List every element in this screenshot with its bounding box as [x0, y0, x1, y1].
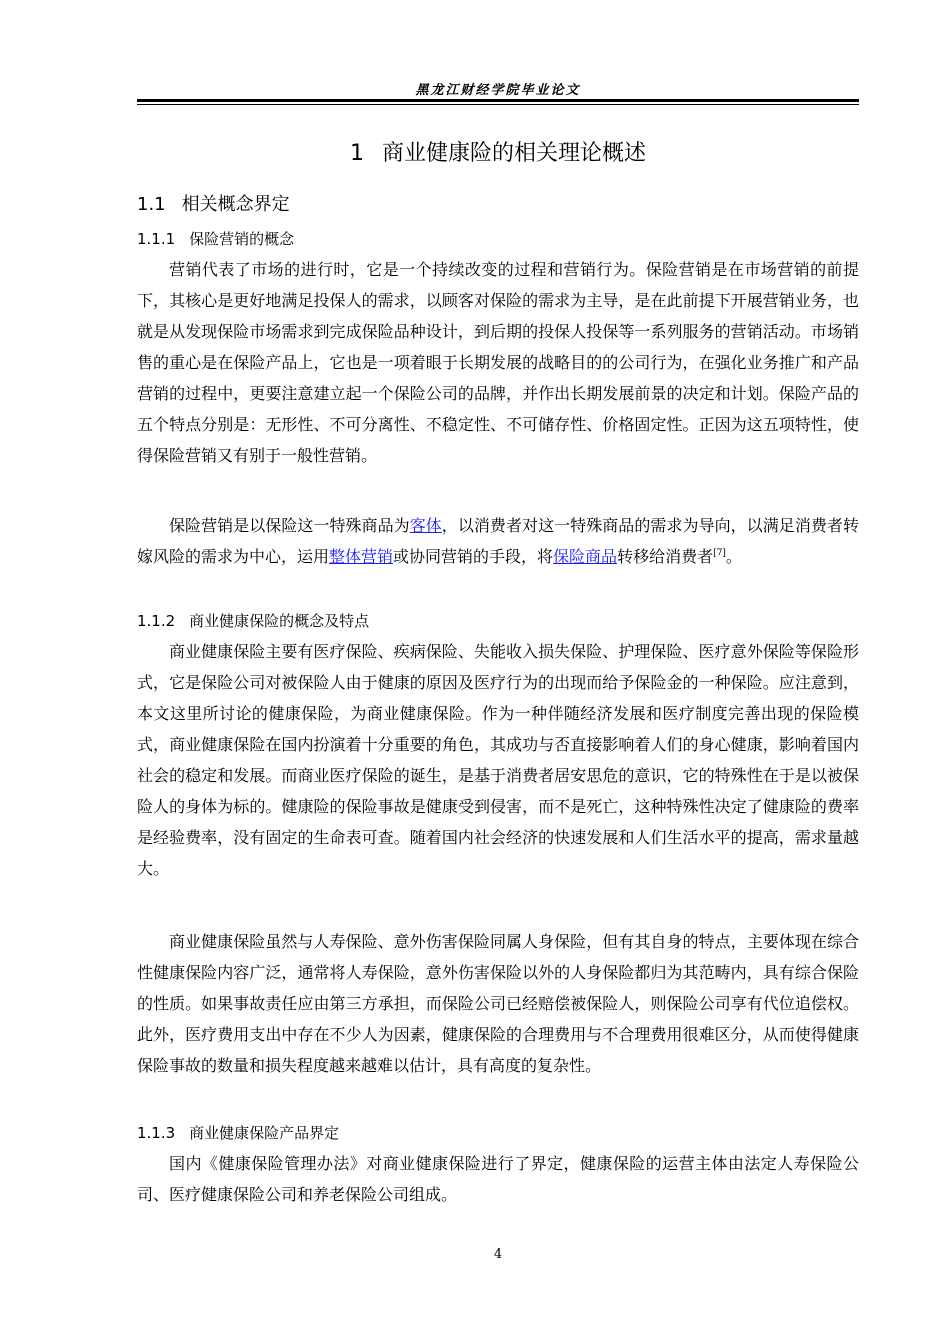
citation-marker: [7] [713, 548, 726, 559]
paragraph-insurance-marketing-definition [137, 510, 859, 572]
p2-text-1: 保险营销是以保险这一特殊商品为 [169, 516, 410, 535]
subsection-number: 1.1.3 [137, 1124, 176, 1142]
subsection-title: 商业健康保险的概念及特点 [189, 612, 370, 630]
paragraph-health-insurance-product-definition: 国内《健康保险管理办法》对商业健康保险进行了界定，健康保险的运营主体由法定人寿保险公司、医疗健康保险公司和养老保险公司组成。 [137, 1154, 859, 1204]
paragraph-health-insurance-features: 商业健康保险虽然与人寿保险、意外伤害保险同属人身保险，但有其自身的特点，主要体现在综合性健康保险内容广泛，通常将人寿保险，意外伤害保险以外的人身保险都归为其范畴内，具有综合保险的性质。如果事故责任应由第三方承担，而保险公司已经赔偿被保险人，则保险公司享有代位追偿权。此外，医疗费用支出中存在不少人为因素，健康保险的合理费用与不合理费用很难区分，从而使得健康保险事故的数量和损失程度越来越难以估计，具有高度的复杂性。 [137, 932, 859, 1075]
running-header: 黑龙江财经学院毕业论文 [415, 83, 581, 98]
subsection-heading-1-1-3 [137, 1122, 339, 1143]
p2-text-5: 。 [725, 547, 742, 566]
p2-text-4: 转移给消费者 [617, 547, 714, 566]
paragraph-health-insurance-concept: 商业健康保险主要有医疗保险、疾病保险、失能收入损失保险、护理保险、医疗意外保险等保险形式，它是保险公司对被保险人由于健康的原因及医疗行为的出现而给予保险金的一种保险。应注意到，本文这里所讨论的健康保险，为商业健康保险。作为一种伴随经济发展和医疗制度完善出现的保险模式，商业健康保险在国内扮演着十分重要的角色，其成功与否直接影响着人们的身心健康，影响着国内社会的稳定和发展。而商业医疗保险的诞生，是基于消费者居安思危的意识，它的特殊性在于是以被保险人的身体为标的。健康险的保险事故是健康受到侵害，而不是死亡，这种特殊性决定了健康险的费率是经验费率，没有固定的生命表可查。随着国内社会经济的快速发展和人们生活水平的提高，需求量越大。 [137, 642, 859, 878]
section-title: 相关概念界定 [181, 194, 290, 215]
subsection-number: 1.1.2 [137, 612, 176, 630]
header-rule-thin [137, 104, 859, 105]
subsection-number: 1.1.1 [137, 230, 176, 248]
section-heading-1-1 [137, 190, 290, 216]
section-number: 1.1 [137, 194, 166, 215]
subsection-title: 保险营销的概念 [189, 230, 295, 248]
link-insurance-goods[interactable]: 保险商品 [553, 547, 618, 566]
p2-text-2: ，以消费者对这一特殊商品的需求为导向，以满足消费者转嫁风险的需求为中心，运用 [137, 516, 859, 566]
subsection-heading-1-1-2 [137, 610, 369, 631]
subsection-heading-1-1-1 [137, 228, 294, 249]
header-rule-thick [137, 99, 859, 102]
p2-text-3: 或协同营销的手段，将 [393, 547, 554, 566]
chapter-number: 1 [349, 141, 364, 166]
chapter-heading [137, 136, 859, 167]
subsection-title: 商业健康保险产品界定 [189, 1124, 340, 1142]
page-number: 4 [493, 1247, 503, 1262]
link-integrated-marketing[interactable]: 整体营销 [329, 547, 394, 566]
link-object[interactable]: 客体 [409, 516, 442, 535]
paragraph-insurance-marketing: 营销代表了市场的进行时，它是一个持续改变的过程和营销行为。保险营销是在市场营销的前提下，其核心是更好地满足投保人的需求，以顾客对保险的需求为主导，是在此前提下开展营销业务，也就是从发现保险市场需求到完成保险品种设计，到后期的投保人投保等一系列服务的营销活动。市场销售的重心是在保险产品上，它也是一项着眼于长期发展的战略目的的公司行为，在强化业务推广和产品营销的过程中，更要注意建立起一个保险公司的品牌，并作出长期发展前景的决定和计划。保险产品的五个特点分别是：无形性、不可分离性、不稳定性、不可储存性、价格固定性。正因为这五项特性，使得保险营销又有别于一般性营销。 [137, 260, 859, 465]
chapter-title: 商业健康险的相关理论概述 [381, 141, 646, 166]
